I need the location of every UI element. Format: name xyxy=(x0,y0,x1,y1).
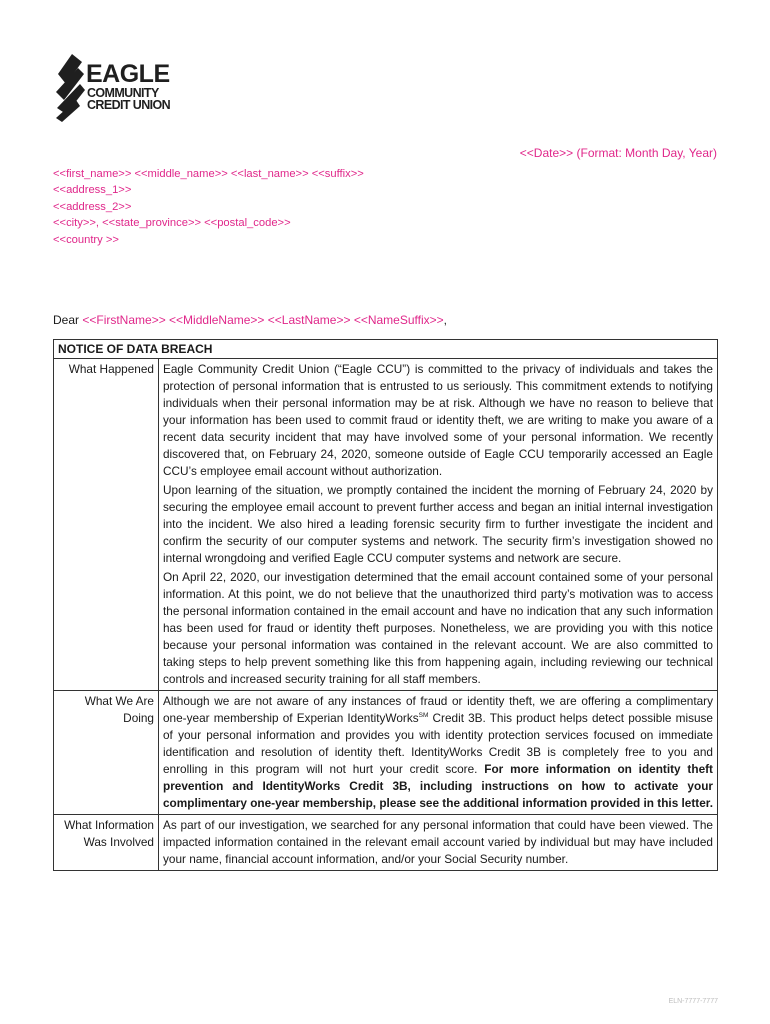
section-what-information xyxy=(54,815,718,871)
salutation-prefix: Dear xyxy=(53,313,83,327)
what-happened-paragraph-3: On April 22, 2020, our investigation determined that the email account contained some of your personal information. At this point, we do not believe that the unauthorized third party’s motivation was to access the personal information contained in the email account and have no indication that any such information has been used for fraud or identity theft purposes. Nonetheless, we are providing you with this notice because your personal information was contained in the relevant account. We are also committed to taking steps to help prevent something like this from happening again, including reviewing our technical controls and increased security training for all staff members. xyxy=(163,570,713,686)
address-line-2: <<address_2>> xyxy=(53,200,132,213)
salutation xyxy=(53,313,447,327)
eagle-ccu-logo xyxy=(52,54,192,122)
logo-line-eagle: EAGLE xyxy=(86,60,170,88)
letter-date-placeholder: <<Date>> (Format: Month Day, Year) xyxy=(519,146,717,160)
section-label-what-information: What Information Was Involved xyxy=(54,815,159,871)
section-body-what-information xyxy=(159,815,718,871)
doing-text-part-2: Credit 3B. This product helps detect possible misuse of your personal information and provides you with identity protection services focused on immediate identification and resolution of identity theft. IdentityWorks Credit 3B is completely free to you and enrolling in this program will not hurt your credit score. xyxy=(163,711,713,776)
address-line-country: <<country >> xyxy=(53,233,119,246)
section-body-what-we-are-doing xyxy=(159,691,718,815)
footer-reference-code: ELN-7777-7777 xyxy=(668,998,718,1005)
data-breach-notice-table xyxy=(53,339,718,871)
logo-line-community: COMMUNITY xyxy=(87,86,159,100)
address-line-city: <<city>>, <<state_province>> <<postal_code>> xyxy=(53,217,291,230)
section-label-what-we-are-doing: What We Are Doing xyxy=(54,691,159,815)
what-we-are-doing-paragraph xyxy=(163,693,713,812)
doing-text-part-1: Although we are not aware of any instances of fraud or identity theft, we are offering a complimentary one-year membership of Experian IdentityWorks xyxy=(163,694,713,725)
section-label-what-happened: What Happened xyxy=(54,359,159,691)
section-body-what-happened xyxy=(159,359,718,691)
notice-title: NOTICE OF DATA BREACH xyxy=(54,340,718,359)
what-happened-paragraph-2: Upon learning of the situation, we promptly contained the incident the morning of February 24, 2020 by securing the employee email account to prevent further access and began an initial internal investigation into the incident. We also hired a leading forensic security firm to further investigate the incident and confirm the security of our computer systems and network. The security firm’s investigation showed no internal wrongdoing and verified Eagle CCU computer systems and network are secure. xyxy=(163,483,713,565)
recipient-address-block xyxy=(53,166,364,248)
doing-bold-instructions: For more information on identity theft prevention and IdentityWorks Credit 3B, including instructions on how to activate your complimentary one-year membership, please see the additional information provided in this letter. xyxy=(163,762,714,810)
what-happened-paragraph-1: Eagle Community Credit Union (“Eagle CCU”) is committed to the privacy of individuals and takes the protection of personal information that is entrusted to us seriously. This commitment extends to notifying individuals when their personal information may be at risk. Although we have no reason to believe that your information has been used to commit fraud or identity theft, we are writing to make you aware of a recent data security incident that may have involved some of your personal information. We recently discovered that, on February 24, 2020, someone outside of Eagle CCU temporarily accessed an Eagle CCU’s employee email account without authorization. xyxy=(163,362,713,478)
address-line-name: <<first_name>> <<middle_name>> <<last_name>> <<suffix>> xyxy=(53,168,364,180)
address-line-1: <<address_1>> xyxy=(53,184,132,197)
salutation-suffix: , xyxy=(443,313,448,327)
logo-line-credit-union: CREDIT UNION xyxy=(87,98,171,112)
service-mark-superscript: SM xyxy=(418,712,429,720)
salutation-name-fields: <<FirstName>> <<MiddleName>> <<LastName>> <<NameSuffix>> xyxy=(82,313,444,327)
section-what-we-are-doing xyxy=(54,691,718,815)
eagle-wing-logo-icon xyxy=(52,54,86,122)
what-information-paragraph: As part of our investigation, we searched for any personal information that could have been viewed. The impacted information contained in the relevant email account varied by individual but may have included your name, financial account information, and/or your Social Security number. xyxy=(163,818,713,866)
section-what-happened xyxy=(54,359,718,691)
